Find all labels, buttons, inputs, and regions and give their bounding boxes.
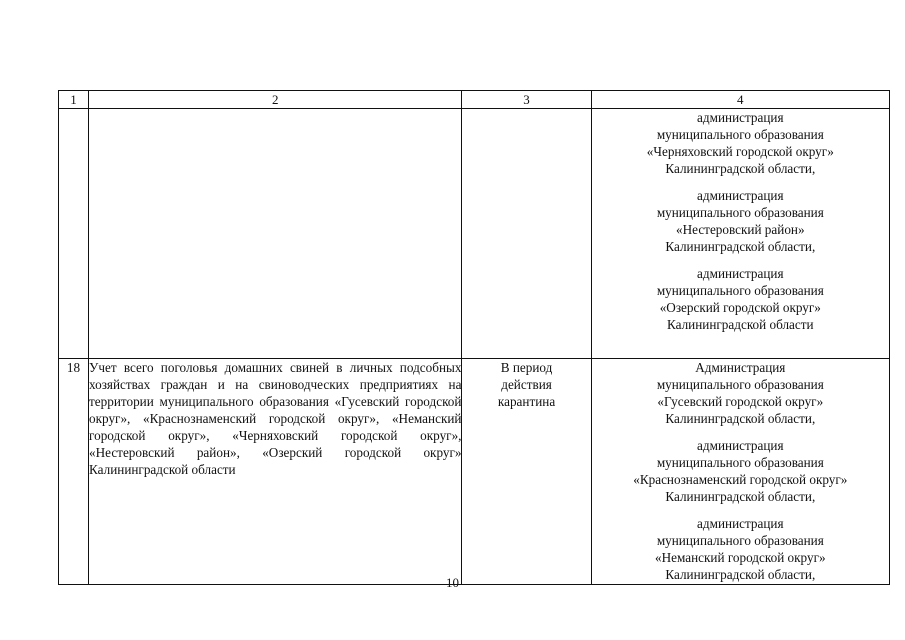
org-line: муниципального образования [656, 455, 824, 470]
period-line: действия [501, 377, 552, 392]
org-line: администрация [697, 438, 784, 453]
responsible-org [592, 109, 889, 177]
org-line: «Неманский городской округ» [655, 550, 826, 565]
org-line: администрация [697, 110, 784, 125]
org-line: Калининградской области, [665, 239, 816, 254]
period-cell [462, 359, 591, 585]
org-line: Калининградской области, [665, 161, 816, 176]
org-line: муниципального образования [656, 533, 824, 548]
responsible-cell [591, 359, 889, 585]
org-line: Калининградской области, [665, 411, 816, 426]
measure-description-text: Учет всего поголовья домашних свиней в личных подсобных хозяйствах граждан и на свиноводческих предприятиях на территории муниципального образования «Гусевский городской округ», «Краснознаменский городской округ», «Неманский городской округ», «Черняховский городской округ», «Нестеровский район», «Озерский городской округ» Калининградской области [89, 360, 462, 477]
org-line: администрация [697, 266, 784, 281]
column-number-row [59, 91, 890, 109]
org-line: муниципального образования [656, 377, 824, 392]
page-number: 10 [446, 575, 459, 590]
org-line: Администрация [695, 360, 786, 375]
period-line: карантина [497, 394, 556, 409]
responsible-cell [591, 109, 889, 359]
row-number-cell [59, 109, 89, 359]
responsible-org [592, 515, 889, 583]
org-line: Калининградской области, [665, 567, 816, 582]
org-line: муниципального образования [656, 283, 824, 298]
responsible-org [592, 437, 889, 505]
column-number-2: 2 [89, 91, 462, 109]
responsible-org [592, 359, 889, 427]
org-line: администрация [697, 188, 784, 203]
org-line: «Нестеровский район» [676, 222, 805, 237]
period-cell [462, 109, 591, 359]
org-line: муниципального образования [656, 127, 824, 142]
measure-description-cell [89, 109, 462, 359]
table-row-continued [59, 109, 890, 359]
org-line: «Озерский городской округ» [659, 300, 821, 315]
row-number-cell: 18 [59, 359, 89, 585]
measure-description-cell [89, 359, 462, 585]
org-line: «Краснознаменский городской округ» [633, 472, 848, 487]
org-line: «Черняховский городской округ» [646, 144, 834, 159]
column-number-3: 3 [462, 91, 591, 109]
period-line: В период [500, 360, 553, 375]
column-number-4: 4 [591, 91, 889, 109]
org-line: муниципального образования [656, 205, 824, 220]
org-line: Калининградской области [667, 317, 814, 332]
column-number-1: 1 [59, 91, 89, 109]
org-line: «Гусевский городской округ» [657, 394, 824, 409]
org-line: администрация [697, 516, 784, 531]
org-line: Калининградской области, [665, 489, 816, 504]
measures-table [58, 90, 890, 585]
responsible-org [592, 265, 889, 333]
responsible-org [592, 187, 889, 255]
table-row-18 [59, 359, 890, 585]
